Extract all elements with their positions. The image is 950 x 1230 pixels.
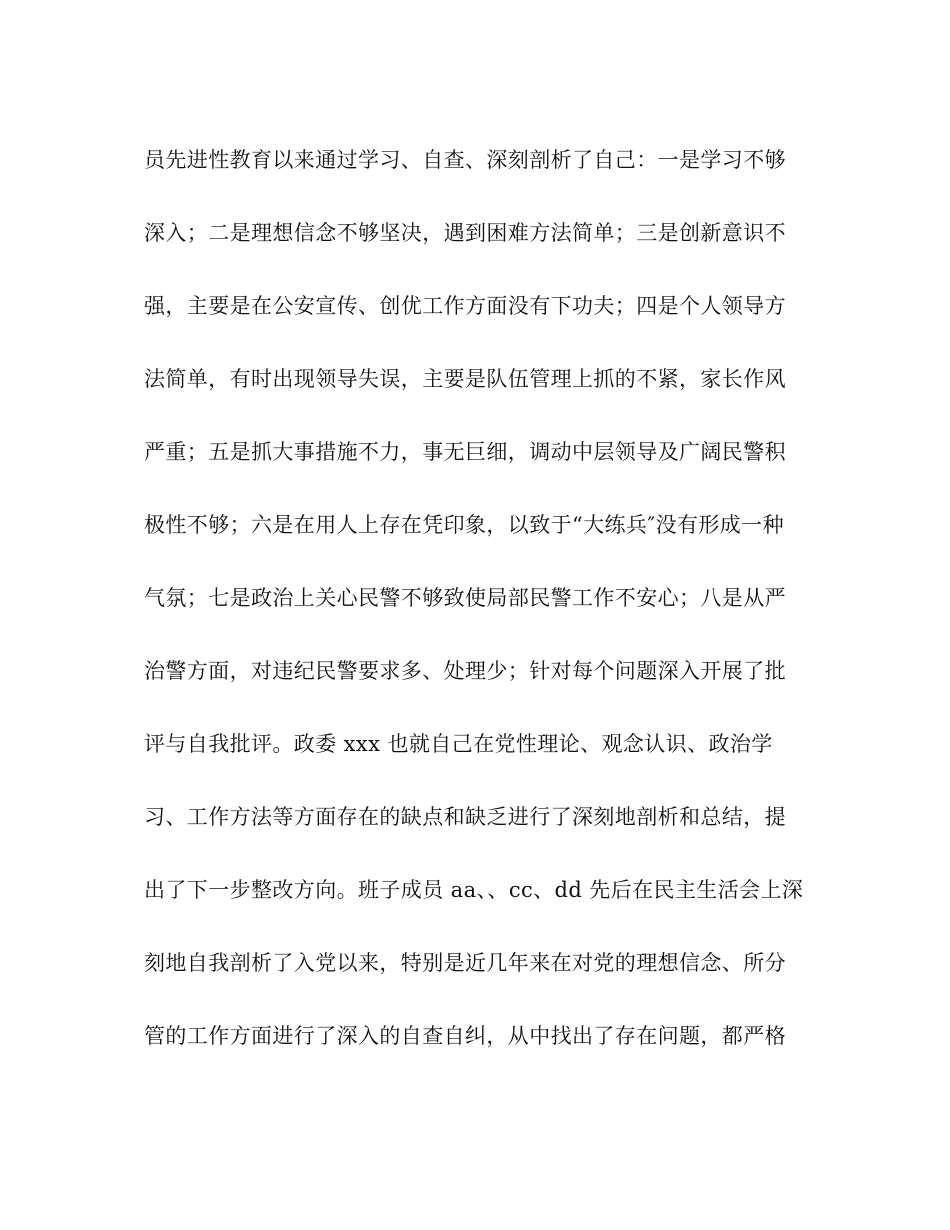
text-line: 严重；五是抓大事措施不力，事无巨细，调动中层领导及广阔民警积 xyxy=(144,440,786,464)
text-line: 习、工作方法等方面存在的缺点和缺乏进行了深刻地剖析和总结，提 xyxy=(144,805,786,829)
text-line: 管的工作方面进行了深入的自查自纠，从中找出了存在问题，都严格 xyxy=(144,1024,786,1048)
text-line: 员先进性教育以来通过学习、自查、深刻剖析了自己：一是学习不够 xyxy=(144,148,786,172)
text-line: 治警方面，对违纪民警要求多、处理少；针对每个问题深入开展了批 xyxy=(144,659,786,683)
text-line: 气氛；七是政治上关心民警不够致使局部民警工作不安心；八是从严 xyxy=(144,586,786,610)
text-line: 强，主要是在公安宣传、创优工作方面没有下功夫；四是个人领导方 xyxy=(144,294,786,318)
body-text xyxy=(144,140,824,1089)
text-line: 法简单，有时出现领导失误，主要是队伍管理上抓的不紧，家长作风 xyxy=(144,367,786,391)
text-line: 深入；二是理想信念不够坚决，遇到困难方法简单；三是创新意识不 xyxy=(144,221,786,245)
text-line: 评与自我批评。政委 xxx 也就自己在党性理论、观念认识、政治学 xyxy=(144,732,773,756)
text-line: 出了下一步整改方向。班子成员 aa、、cc、dd 先后在民主生活会上深 xyxy=(144,878,804,902)
text-line: 刻地自我剖析了入党以来，特别是近几年来在对党的理想信念、所分 xyxy=(144,951,786,975)
text-line: 极性不够；六是在用人上存在凭印象，以致于“大练兵″没有形成一种 xyxy=(144,513,784,537)
